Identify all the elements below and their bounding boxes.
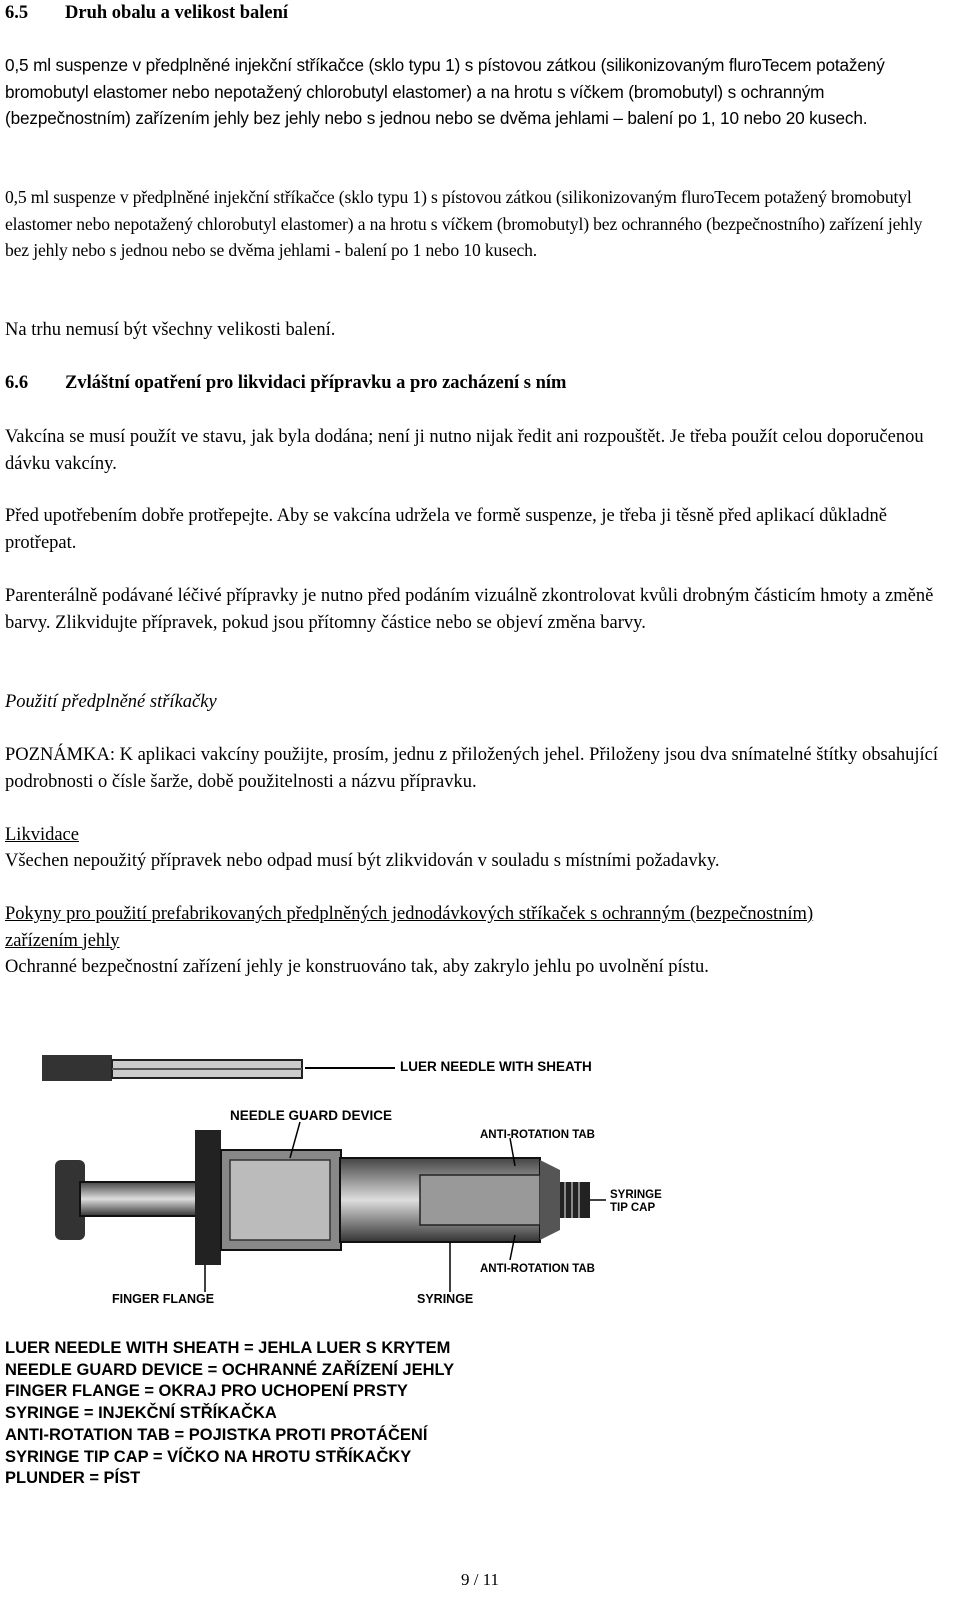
paragraph: 0,5 ml suspenze v předplněné injekční stříkačce (sklo typu 1) s pístovou zátkou (silikonizovaným fluroTecem potažený bromobutyl elastomer nebo nepotažený chlorobutyl elastomer) a na hrotu s víčkem (bromobutyl) bez ochranného (bezpečnostního) zařízení jehly bez jehly nebo s jednou nebo se dvěma jehlami - balení po 1 nebo 10 kusech.	[5, 187, 923, 260]
paragraph: 0,5 ml suspenze v předplněné injekční stříkačce (sklo typu 1) s pístovou zátkou (silikonizovaným fluroTecem potažený bromobutyl elastomer nebo nepotažený chlorobutyl elastomer) a na hrotu s víčkem (bromobutyl) s ochranným (bezpečnostním) zařízením jehly bez jehly nebo s jednou nebo se dvěma jehlami – balení po 1, 10 nebo 20 kusech.	[5, 55, 885, 128]
diagram-legend	[5, 1338, 942, 1490]
section-title: Druh obalu a velikost balení	[65, 3, 289, 23]
diagram-label: ANTI-ROTATION TAB	[480, 1263, 595, 1275]
page-number: 9 / 11	[460, 1570, 500, 1589]
paragraph: Vakcína se musí použít ve stavu, jak byla dodána; není ji nutno nijak ředit ani rozpouštět. Je třeba použít celou doporučenou dávku vakcíny.	[5, 427, 924, 474]
legend-item: FINGER FLANGE = OKRAJ PRO UCHOPENÍ PRSTY	[5, 1382, 408, 1401]
legend-item: LUER NEEDLE WITH SHEATH = JEHLA LUER S KRYTEM	[5, 1339, 451, 1357]
syringe-body-shape	[55, 1130, 590, 1265]
subheading-use: Použití předplněné stříkačky	[5, 692, 217, 712]
section-number: 6.6	[5, 373, 29, 393]
instructions-heading: Pokyny pro použití prefabrikovaných předplněných jednodávkových stříkaček s ochranným (bezpečnostním) zařízením jehly	[5, 904, 814, 951]
section-6-6-heading	[5, 370, 942, 397]
legend-item: PLUNDER = PÍST	[5, 1469, 141, 1488]
legend-item: SYRINGE = INJEKČNÍ STŘÍKAČKA	[5, 1404, 277, 1423]
legend-item: NEEDLE GUARD DEVICE = OCHRANNÉ ZAŘÍZENÍ JEHLY	[5, 1360, 455, 1379]
diagram-label: LUER NEEDLE WITH SHEATH	[400, 1059, 592, 1074]
section-title: Zvláštní opatření pro likvidaci přípravku a pro zacházení s ním	[65, 373, 567, 393]
diagram-label: NEEDLE GUARD DEVICE	[230, 1108, 393, 1123]
paragraph: Na trhu nemusí být všechny velikosti balení.	[5, 320, 336, 340]
legend-item: ANTI-ROTATION TAB = POJISTKA PROTI PROTÁČENÍ	[5, 1425, 428, 1444]
instructions-text: Ochranné bezpečnostní zařízení jehly je konstruováno tak, aby zakrylo jehlu po uvolnění pístu.	[5, 957, 709, 977]
luer-needle-shape	[42, 1055, 395, 1081]
diagram-label: SYRINGE	[417, 1292, 474, 1306]
note-paragraph: POZNÁMKA: K aplikaci vakcíny použijte, prosím, jednu z přiložených jehel. Přiloženy jsou dva snímatelné štítky obsahující podrobnosti o čísle šarže, době použitelnosti a názvu přípravku.	[5, 745, 939, 792]
diagram-label: SYRINGE	[610, 1189, 662, 1201]
diagram-label: ANTI-ROTATION TAB	[480, 1129, 595, 1141]
paragraph: Před upotřebením dobře protřepejte. Aby se vakcína udržela ve formě suspenze, je třeba ji těsně před aplikací důkladně protřepat.	[5, 506, 888, 553]
diagram-label: FINGER FLANGE	[112, 1292, 215, 1306]
disposal-heading: Likvidace	[5, 825, 79, 845]
syringe-diagram	[0, 1010, 960, 1310]
disposal-text: Všechen nepoužitý přípravek nebo odpad musí být zlikvidován v souladu s místními požadavky.	[5, 851, 720, 871]
diagram-label: TIP CAP	[610, 1202, 656, 1214]
section-number: 6.5	[5, 3, 29, 23]
section-6-5-heading	[5, 0, 942, 27]
legend-item: SYRINGE TIP CAP = VÍČKO NA HROTU STŘÍKAČKY	[5, 1447, 412, 1466]
paragraph: Parenterálně podávané léčivé přípravky je nutno před podáním vizuálně zkontrolovat kvůli drobným částicím hmoty a změně barvy. Zlikvidujte přípravek, pokud jsou přítomny částice nebo se objeví změna barvy.	[5, 586, 934, 633]
